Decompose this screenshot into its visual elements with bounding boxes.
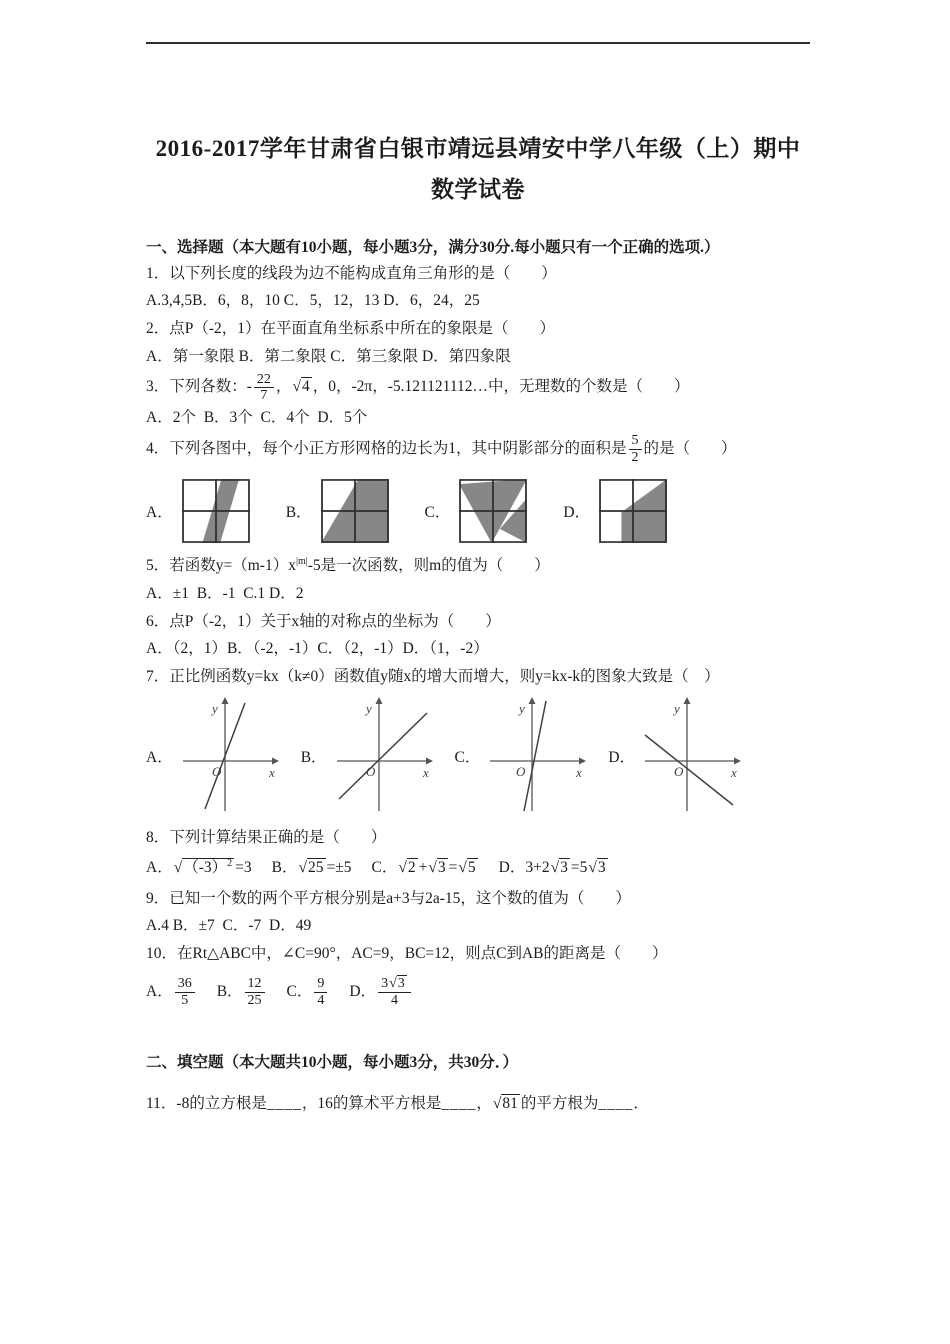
q7-graph-b-origin: O [365, 763, 375, 779]
q7-graph-c-ylabel: y [519, 700, 526, 716]
q6-stem: 6．点P（-2，1）关于x轴的对称点的坐标为（ ） [146, 612, 501, 630]
q4-figure-b [321, 479, 389, 543]
q8-option-a [146, 859, 252, 876]
radical-icon: √ [492, 1095, 502, 1113]
y-axis-arrow-icon [684, 697, 691, 704]
radical-icon: √ [389, 976, 397, 992]
q3-options: A．2个 B．3个 C．4个 D．5个 [146, 408, 368, 426]
q10-option-c: C． $\frac{9}{4}$ [287, 983, 330, 1000]
q9-options: A.4 B．±7 C．-7 D．49 [146, 917, 312, 935]
x-axis-arrow-icon [272, 757, 279, 764]
radical-icon: √ [588, 859, 597, 877]
q11-text-pre: 11．-8的立方根是 [146, 1095, 267, 1113]
q8-option-a-result: =3 [235, 859, 252, 877]
section1-heading: 一、选择题（本大题有10小题，每小题3分，满分30分.每小题只有一个正确的选项.） [146, 238, 720, 256]
q10-option-b: B． $\frac{12}{25}$ [217, 983, 267, 1000]
q7-graph-c-origin: O [516, 763, 526, 779]
section2-heading: 二、填空题（本大题共10小题，每小题3分，共30分．） [146, 1054, 519, 1072]
q8-option-b-sqrt: √25 [298, 852, 325, 885]
q7-graph-a-axes [183, 700, 272, 811]
q10-option-b-label: B． [216, 982, 243, 1000]
y-axis-arrow-icon [375, 697, 382, 704]
q4-stem [146, 433, 810, 466]
page-title [146, 128, 810, 211]
q7-graph-a-ylabel: y [211, 700, 218, 716]
q7-graph-a-origin: O [211, 763, 222, 779]
q3-fraction-numerator: 22 [254, 372, 274, 388]
title-line-2: 数学试卷 [431, 177, 525, 203]
q8-option-d-label: D． [498, 859, 526, 877]
q7-graph-a-xlabel: x [268, 764, 275, 780]
radical-icon: √ [292, 378, 301, 396]
q8-option-a-label: A． [146, 859, 173, 877]
q4-figure-d [599, 479, 667, 543]
q7-label-a: A． [146, 748, 173, 766]
q7-graph-b-xlabel: x [422, 764, 429, 780]
q8-options [146, 852, 810, 885]
q5-text-pre: 5．若函数y=（m-1）x [146, 557, 296, 575]
title-line-1: 2016-2017学年甘肃省白银市靖远县靖安中学八年级（上）期中 [155, 136, 801, 161]
radical-icon: √ [398, 859, 407, 877]
q7-graph-c [486, 697, 586, 815]
q4-figure-row [146, 479, 810, 543]
q7-graph-row [146, 697, 810, 815]
q4-label-c: C． [424, 504, 451, 522]
radical-icon: √ [298, 859, 307, 877]
q3-sqrt [292, 371, 311, 404]
q2-stem: 2．点P（-2，1）在平面直角坐标系中所在的象限是（ ） [146, 320, 556, 338]
q5-text-post: -5是一次函数，则m的值为（ ） [307, 557, 550, 575]
q5-exponent: |m| [295, 556, 308, 568]
q10-option-c-label: C． [286, 982, 313, 1000]
q7-graph-d-xlabel: x [731, 764, 737, 780]
q4-figure-a-grid [182, 479, 250, 543]
q7-graph-d [641, 697, 741, 815]
q4-text-post: 的是（ ） [643, 439, 737, 457]
q3-stem [146, 371, 810, 404]
q4-figure-c [459, 479, 527, 543]
q4-label-d: D． [563, 504, 591, 522]
q10-option-d: D． $\frac{3√3}{4}$ [349, 983, 412, 1000]
q8-option-a-radicand: $(-3)^2$ [183, 858, 233, 877]
q11-sqrt: √81 [493, 1088, 520, 1121]
q11-blank-1: ____ [266, 1095, 302, 1113]
q7-graph-b-line [339, 713, 427, 799]
q1-options: A.3,4,5B．6，8，10 C．5，12，13 D．6，24，25 [146, 292, 480, 310]
y-axis-arrow-icon [221, 697, 228, 704]
q5-options: A．±1 B．-1 C.1 D．2 [146, 584, 304, 602]
q7-graph-c-xlabel: x [576, 764, 583, 780]
q7-label-d: D． [608, 748, 636, 766]
q7-graph-d-ylabel: y [674, 700, 680, 716]
radical-icon: √ [458, 859, 467, 877]
q7-stem: 7．正比例函数y=kx（k≠0）函数值y随x的增大而增大，则y=kx-k的图象大致是（ ） [146, 667, 720, 685]
q4-text-pre: 4．下列各图中，每个小正方形网格的边长为1，其中阴影部分的面积是 [146, 439, 627, 457]
q11-blank-2: ____ [441, 1095, 477, 1113]
q7-label-b: B． [300, 748, 327, 766]
q5-stem [146, 553, 810, 580]
q3-text-post: ，0，-2π，-5.121121112…中，无理数的个数是（ ） [312, 378, 690, 396]
q8-option-d: D．3+2√3 =5√3 [499, 859, 609, 876]
q4-fraction-numerator: 5 [629, 433, 642, 449]
q2-options: A．第一象限 B．第二象限 C．第三象限 D．第四象限 [146, 347, 511, 365]
q7-graph-b [333, 697, 433, 815]
q4-label-b: B． [285, 504, 312, 522]
q4-label-a: A． [146, 504, 173, 522]
q10-option-a: A． $\frac{36}{5}$ [146, 983, 197, 1000]
q9-stem: 9．已知一个数的两个平方根分别是a+3与2a-15，这个数的值为（ ） [146, 889, 631, 907]
q8-option-b [272, 859, 352, 876]
y-axis-arrow-icon [529, 697, 536, 704]
q3-sqrt-radicand: 4 [301, 378, 310, 396]
x-axis-arrow-icon [579, 757, 586, 764]
header-rule [146, 42, 810, 44]
q3-separator: ， [275, 378, 292, 396]
q1-stem: 1．以下列长度的线段为边不能构成直角三角形的是（ ） [146, 264, 557, 282]
q10-stem: 10．在Rt△ABC中，∠C=90°，AC=9，BC=12，则点C到AB的距离是（ ） [146, 945, 668, 963]
q3-fraction-denominator: 7 [260, 388, 268, 404]
q8-option-c: C．√2 +√3 =√5 [372, 859, 479, 876]
q4-figure-a [182, 479, 250, 543]
q8-option-a-exponent: 2 [227, 858, 233, 870]
radical-icon: √ [550, 859, 560, 877]
q8-option-c-label: C． [371, 859, 398, 877]
q7-graph-d-origin: O [674, 763, 684, 779]
q8-stem: 8．下列计算结果正确的是（ ） [146, 828, 387, 846]
q11-stem: 11．-8的立方根是____，16的算术平方根是____，√81 的平方根为____． [146, 1088, 810, 1121]
q7-graph-d-line [645, 735, 733, 805]
q11-blank-3: ____ [598, 1095, 634, 1113]
radical-icon: √ [428, 859, 437, 877]
q7-label-c: C． [454, 748, 481, 766]
x-axis-arrow-icon [426, 757, 433, 764]
q10-options [146, 976, 810, 1009]
q10-option-a-label: A． [146, 982, 173, 1000]
radical-icon: √ [173, 859, 183, 877]
q8-option-b-label: B． [271, 859, 298, 877]
q7-graph-c-line [524, 701, 546, 811]
q7-graph-a [179, 697, 279, 815]
q8-option-b-result: =±5 [326, 859, 352, 877]
q4-fraction-denominator: 2 [631, 449, 639, 465]
q4-fraction [629, 433, 642, 465]
q6-options: A．（2，1）B．（-2，-1）C．（2，-1）D．（1，-2） [146, 640, 489, 658]
q3-text-pre: 3．下列各数：- [146, 378, 252, 396]
q3-fraction [254, 372, 274, 404]
q10-option-d-label: D． [349, 982, 377, 1000]
x-axis-arrow-icon [734, 757, 741, 764]
q7-graph-b-ylabel: y [365, 700, 372, 716]
q8-option-a-sqrt [174, 852, 234, 885]
